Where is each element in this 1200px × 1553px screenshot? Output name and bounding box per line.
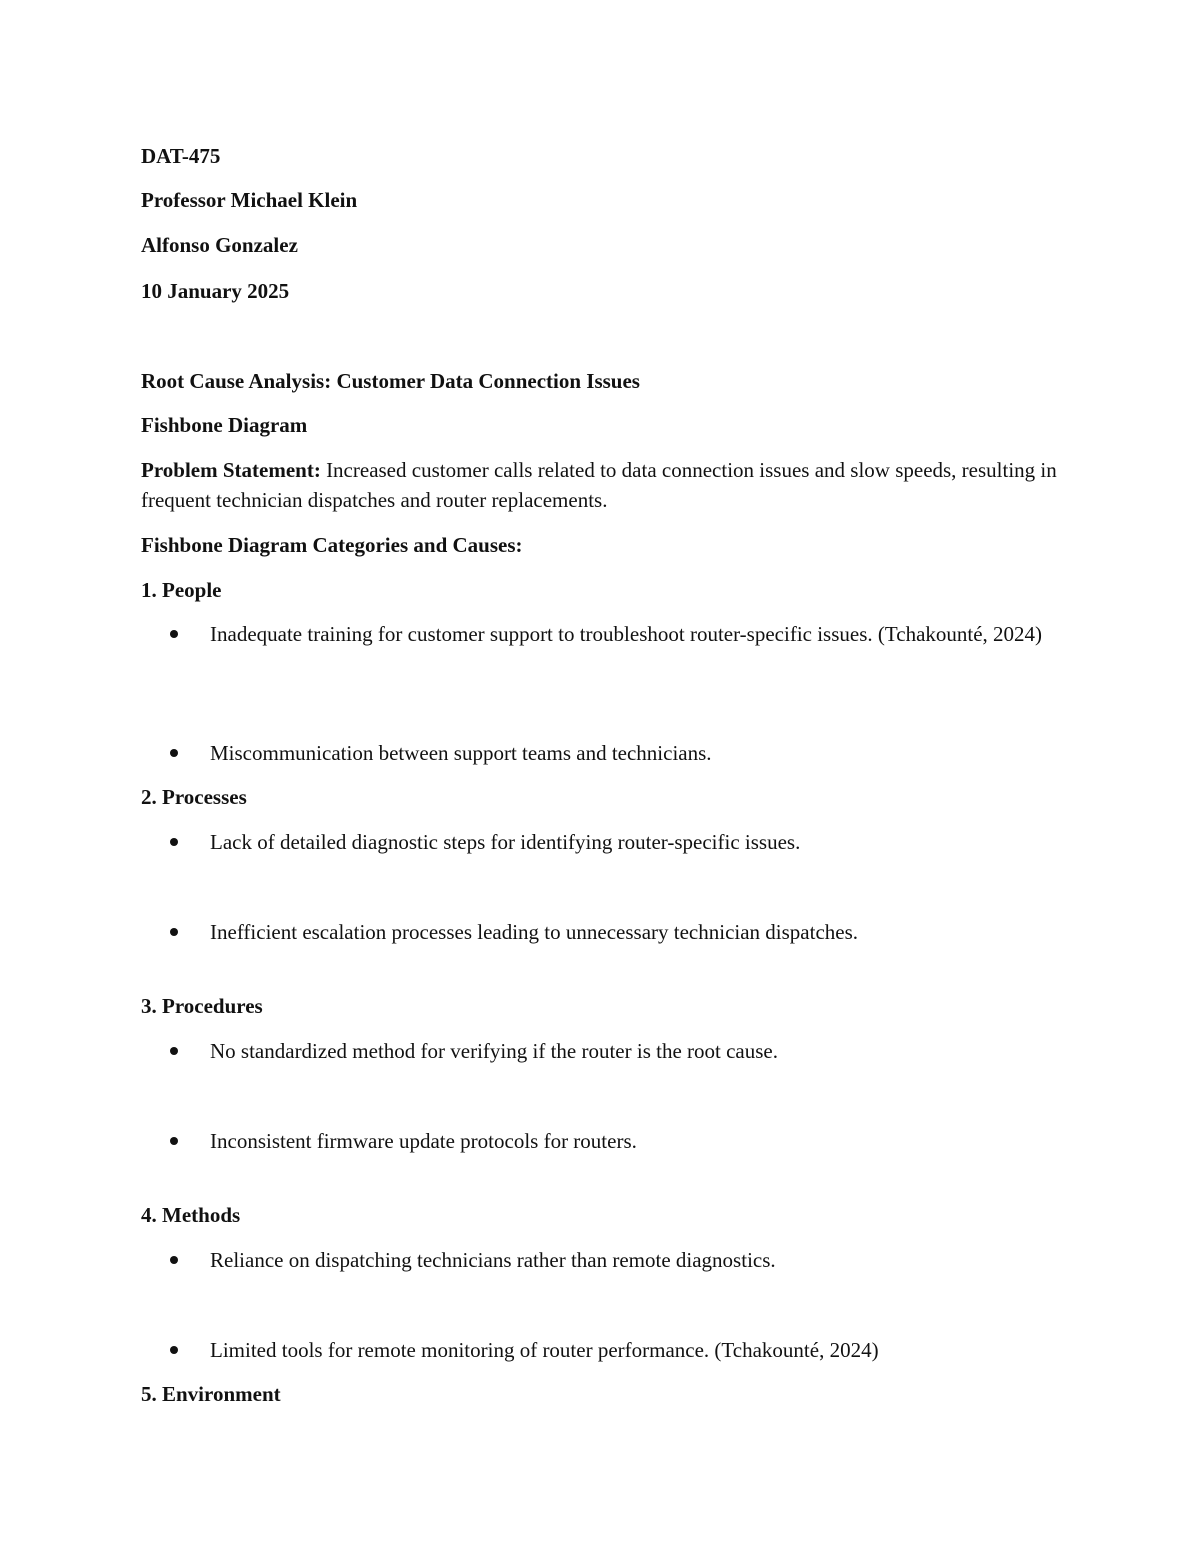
- cause-text: Lack of detailed diagnostic steps for identifying router-specific issues.: [210, 830, 801, 854]
- bullet-icon: [170, 1256, 178, 1264]
- category-heading: 3. Procedures: [141, 994, 263, 1018]
- cause-text: Inadequate training for customer support to troubleshoot router-specific issues. (Tchakounté, 2024): [210, 622, 1043, 646]
- bullet-icon: [170, 1346, 178, 1354]
- category-heading: 1. People: [141, 578, 222, 602]
- document-title: Root Cause Analysis: Customer Data Connection Issues: [141, 369, 640, 393]
- cause-text: Reliance on dispatching technicians rather than remote diagnostics.: [210, 1248, 776, 1272]
- cause-text: Miscommunication between support teams and technicians.: [210, 741, 712, 765]
- cause-text: Inconsistent firmware update protocols for routers.: [210, 1129, 637, 1153]
- professor-name: Professor Michael Klein: [141, 188, 358, 212]
- bullet-icon: [170, 838, 178, 846]
- category-heading: 4. Methods: [141, 1203, 241, 1227]
- categories-heading: Fishbone Diagram Categories and Causes:: [141, 533, 523, 557]
- document-date: 10 January 2025: [141, 279, 290, 303]
- bullet-icon: [170, 1047, 178, 1055]
- problem-statement-label: Problem Statement:: [141, 458, 321, 482]
- problem-statement: [141, 455, 1081, 515]
- problem-statement-text: Increased customer calls related to data connection issues and slow speeds, resulting in frequent technician dispatches and router replacements.: [141, 458, 1057, 512]
- student-name: Alfonso Gonzalez: [141, 233, 298, 257]
- category-heading: 5. Environment: [141, 1382, 281, 1406]
- bullet-icon: [170, 749, 178, 757]
- cause-text: Limited tools for remote monitoring of router performance. (Tchakounté, 2024): [210, 1338, 879, 1362]
- bullet-icon: [170, 1137, 178, 1145]
- course-code: DAT-475: [141, 144, 221, 168]
- cause-text: No standardized method for verifying if the router is the root cause.: [210, 1039, 778, 1063]
- bullet-icon: [170, 630, 178, 638]
- section-subtitle: Fishbone Diagram: [141, 413, 308, 437]
- cause-text: Inefficient escalation processes leading to unnecessary technician dispatches.: [210, 920, 859, 944]
- category-heading: 2. Processes: [141, 785, 247, 809]
- bullet-icon: [170, 928, 178, 936]
